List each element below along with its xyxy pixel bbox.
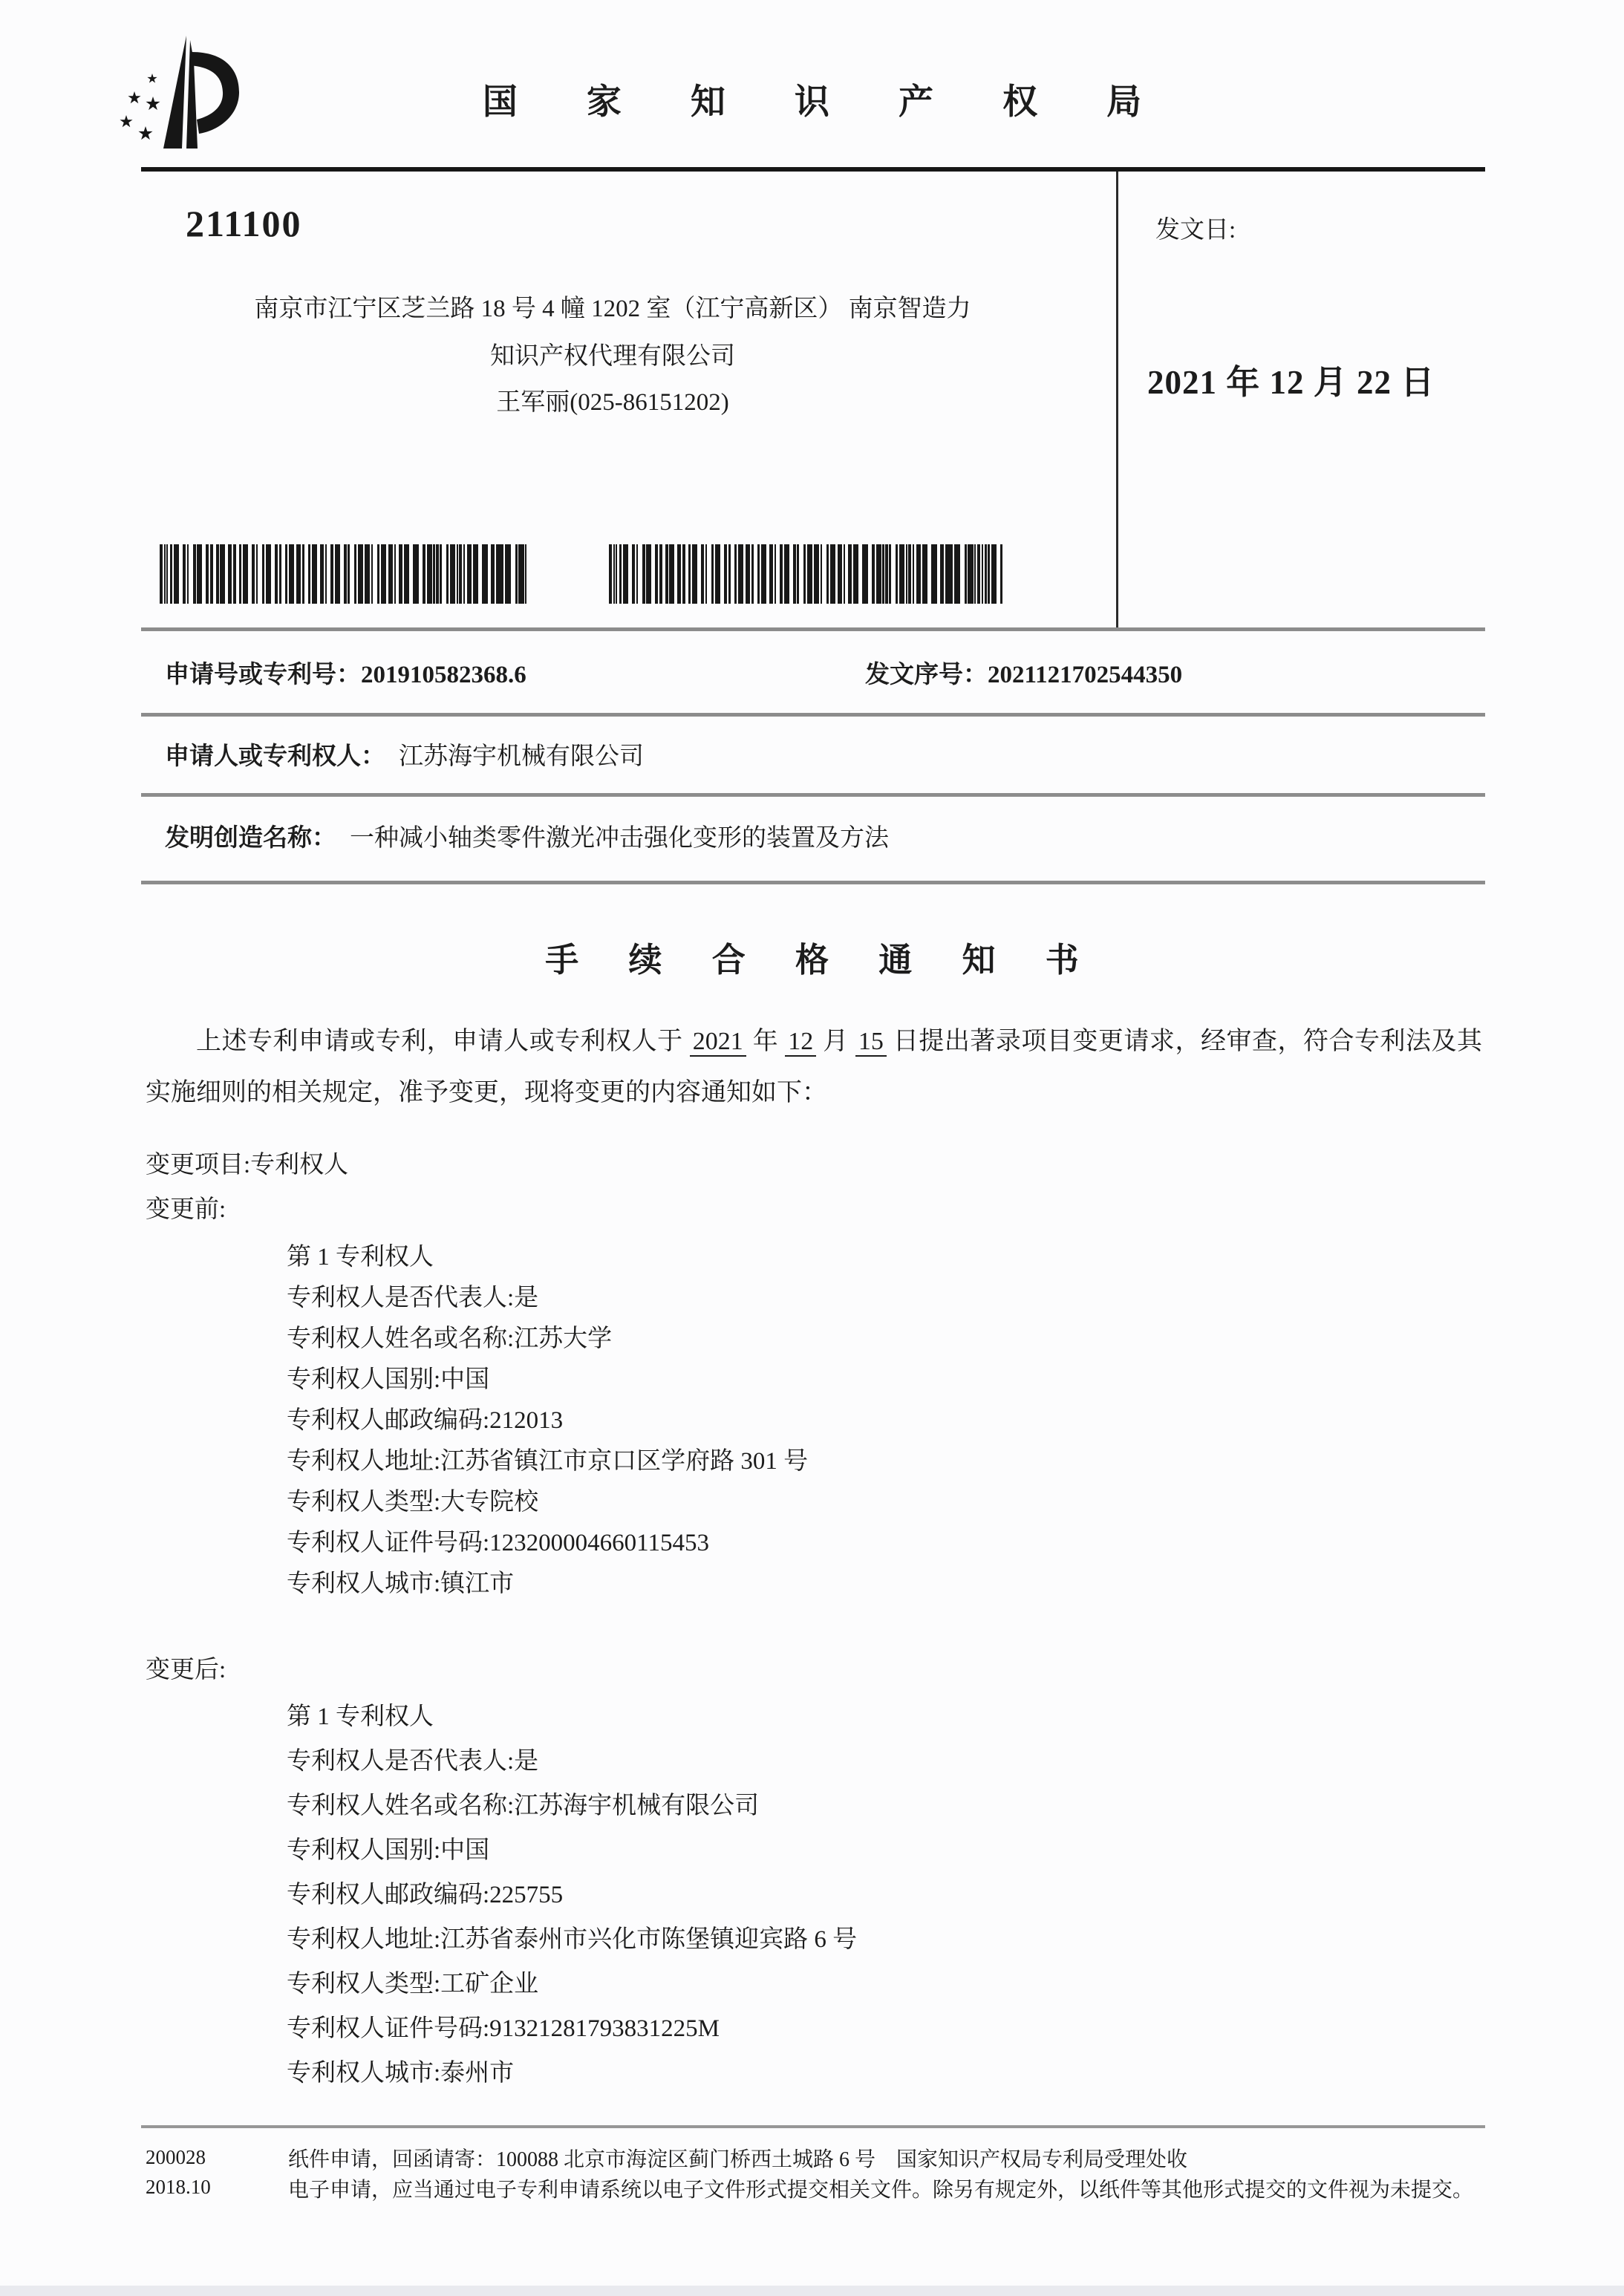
dispatch-date-label: 发文日: (1155, 217, 1236, 244)
patentee-line: 专利权人邮政编码:212013 (287, 1407, 564, 1434)
serial-number-label: 发文序号： (865, 662, 988, 688)
notice-title: 手 续 合 格 通 知 书 (545, 942, 1100, 979)
change-request-day: 15 (855, 1028, 887, 1057)
divider-rule (141, 793, 1485, 797)
applicant-value: 江苏海宇机械有限公司 (399, 743, 644, 770)
body-segment: 月 (823, 1028, 849, 1055)
change-after-label: 变更后: (146, 1657, 226, 1683)
recipient-address-line2: 知识产权代理有限公司 (490, 343, 735, 370)
form-code: 200028 (146, 2146, 206, 2168)
divider-rule (141, 881, 1485, 884)
patentee-line: 专利权人是否代表人:是 (287, 1285, 539, 1311)
notice-body-paragraph (146, 1016, 1482, 1118)
change-item-line (146, 1145, 348, 1180)
change-item-value: 专利权人 (250, 1152, 349, 1178)
invention-title-row (165, 818, 889, 853)
change-before-block (287, 1237, 808, 1605)
recipient-postcode: 211100 (186, 203, 302, 244)
application-number-value: 201910582368.6 (361, 662, 526, 688)
patentee-line: 第 1 专利权人 (287, 1244, 434, 1271)
serial-number-field (865, 655, 1182, 690)
patentee-line: 专利权人邮政编码:225755 (287, 1882, 564, 1908)
patentee-line: 专利权人城市:镇江市 (287, 1571, 515, 1597)
patentee-line: 专利权人是否代表人:是 (287, 1748, 539, 1775)
body-segment: 年 (752, 1028, 779, 1055)
application-number-label: 申请号或专利号： (165, 662, 361, 688)
footer-rule (141, 2125, 1485, 2128)
dispatch-date-value: 2021 年 12 月 22 日 (1147, 364, 1435, 401)
invention-title-value: 一种减小轴类零件激光冲击强化变形的装置及方法 (350, 825, 889, 852)
patentee-line: 第 1 专利权人 (287, 1703, 434, 1730)
footer-line-paper: 纸件申请，回函请寄：100088 北京市海淀区蓟门桥西土城路 6 号 国家知识产权局专利局受理处收 (288, 2148, 1188, 2171)
patentee-line: 专利权人地址:江苏省镇江市京口区学府路 301 号 (287, 1448, 809, 1475)
patentee-line: 专利权人证件号码:123200004660115453 (287, 1530, 709, 1556)
barcode-icon (160, 544, 527, 604)
patentee-line: 专利权人地址:江苏省泰州市兴化市陈堡镇迎宾路 6 号 (287, 1926, 858, 1953)
patentee-line: 专利权人类型:大专院校 (287, 1489, 539, 1516)
invention-title-label: 发明创造名称： (165, 825, 336, 852)
change-request-month: 12 (785, 1028, 816, 1057)
applicant-label: 申请人或专利权人： (165, 743, 385, 770)
change-request-year: 2021 (690, 1028, 746, 1057)
scan-edge (0, 2286, 1624, 2296)
change-item-label: 变更项目: (146, 1152, 251, 1178)
patentee-line: 专利权人证件号码:91321281793831225M (287, 2015, 720, 2042)
barcode-icon (609, 544, 1002, 604)
address-dispatch-divider (1116, 172, 1118, 630)
body-segment: 日提出著录项目变更请求，经审查，符合专利法及其实施细则的相关规定，准予变更，现将变更的内容通知如下： (146, 1028, 1483, 1106)
application-number-field (165, 655, 526, 690)
body-segment: 上述专利申请或专利，申请人或专利权人于 (196, 1028, 683, 1055)
change-after-block (287, 1695, 857, 2096)
patentee-line: 专利权人姓名或名称:江苏海宇机械有限公司 (287, 1793, 760, 1819)
form-version-date: 2018.10 (146, 2176, 211, 2198)
header-rule (141, 167, 1485, 172)
serial-number-value: 2021121702544350 (988, 662, 1183, 688)
recipient-address-line1: 南京市江宁区芝兰路 18 号 4 幢 1202 室（江宁高新区） 南京智造力 (254, 296, 971, 322)
agency-title: 国 家 知 识 产 权 局 (482, 82, 1172, 121)
divider-rule (141, 627, 1485, 631)
patentee-line: 专利权人姓名或名称:江苏大学 (287, 1325, 613, 1352)
footer-instructions (288, 2145, 1491, 2205)
recipient-contact: 王军丽(025-86151202) (496, 389, 729, 416)
applicant-row (165, 737, 644, 772)
divider-rule (141, 713, 1485, 717)
footer-line-electronic: 电子申请，应当通过电子专利申请系统以电子文件形式提交相关文件。除另有规定外，以纸件等其他形式提交的文件视为未提交。 (288, 2179, 1474, 2202)
patentee-line: 专利权人国别:中国 (287, 1366, 490, 1393)
patentee-line: 专利权人城市:泰州市 (287, 2060, 515, 2087)
patentee-line: 专利权人国别:中国 (287, 1837, 490, 1864)
change-before-label: 变更前: (146, 1196, 226, 1223)
patentee-line: 专利权人类型:工矿企业 (287, 1971, 539, 1997)
